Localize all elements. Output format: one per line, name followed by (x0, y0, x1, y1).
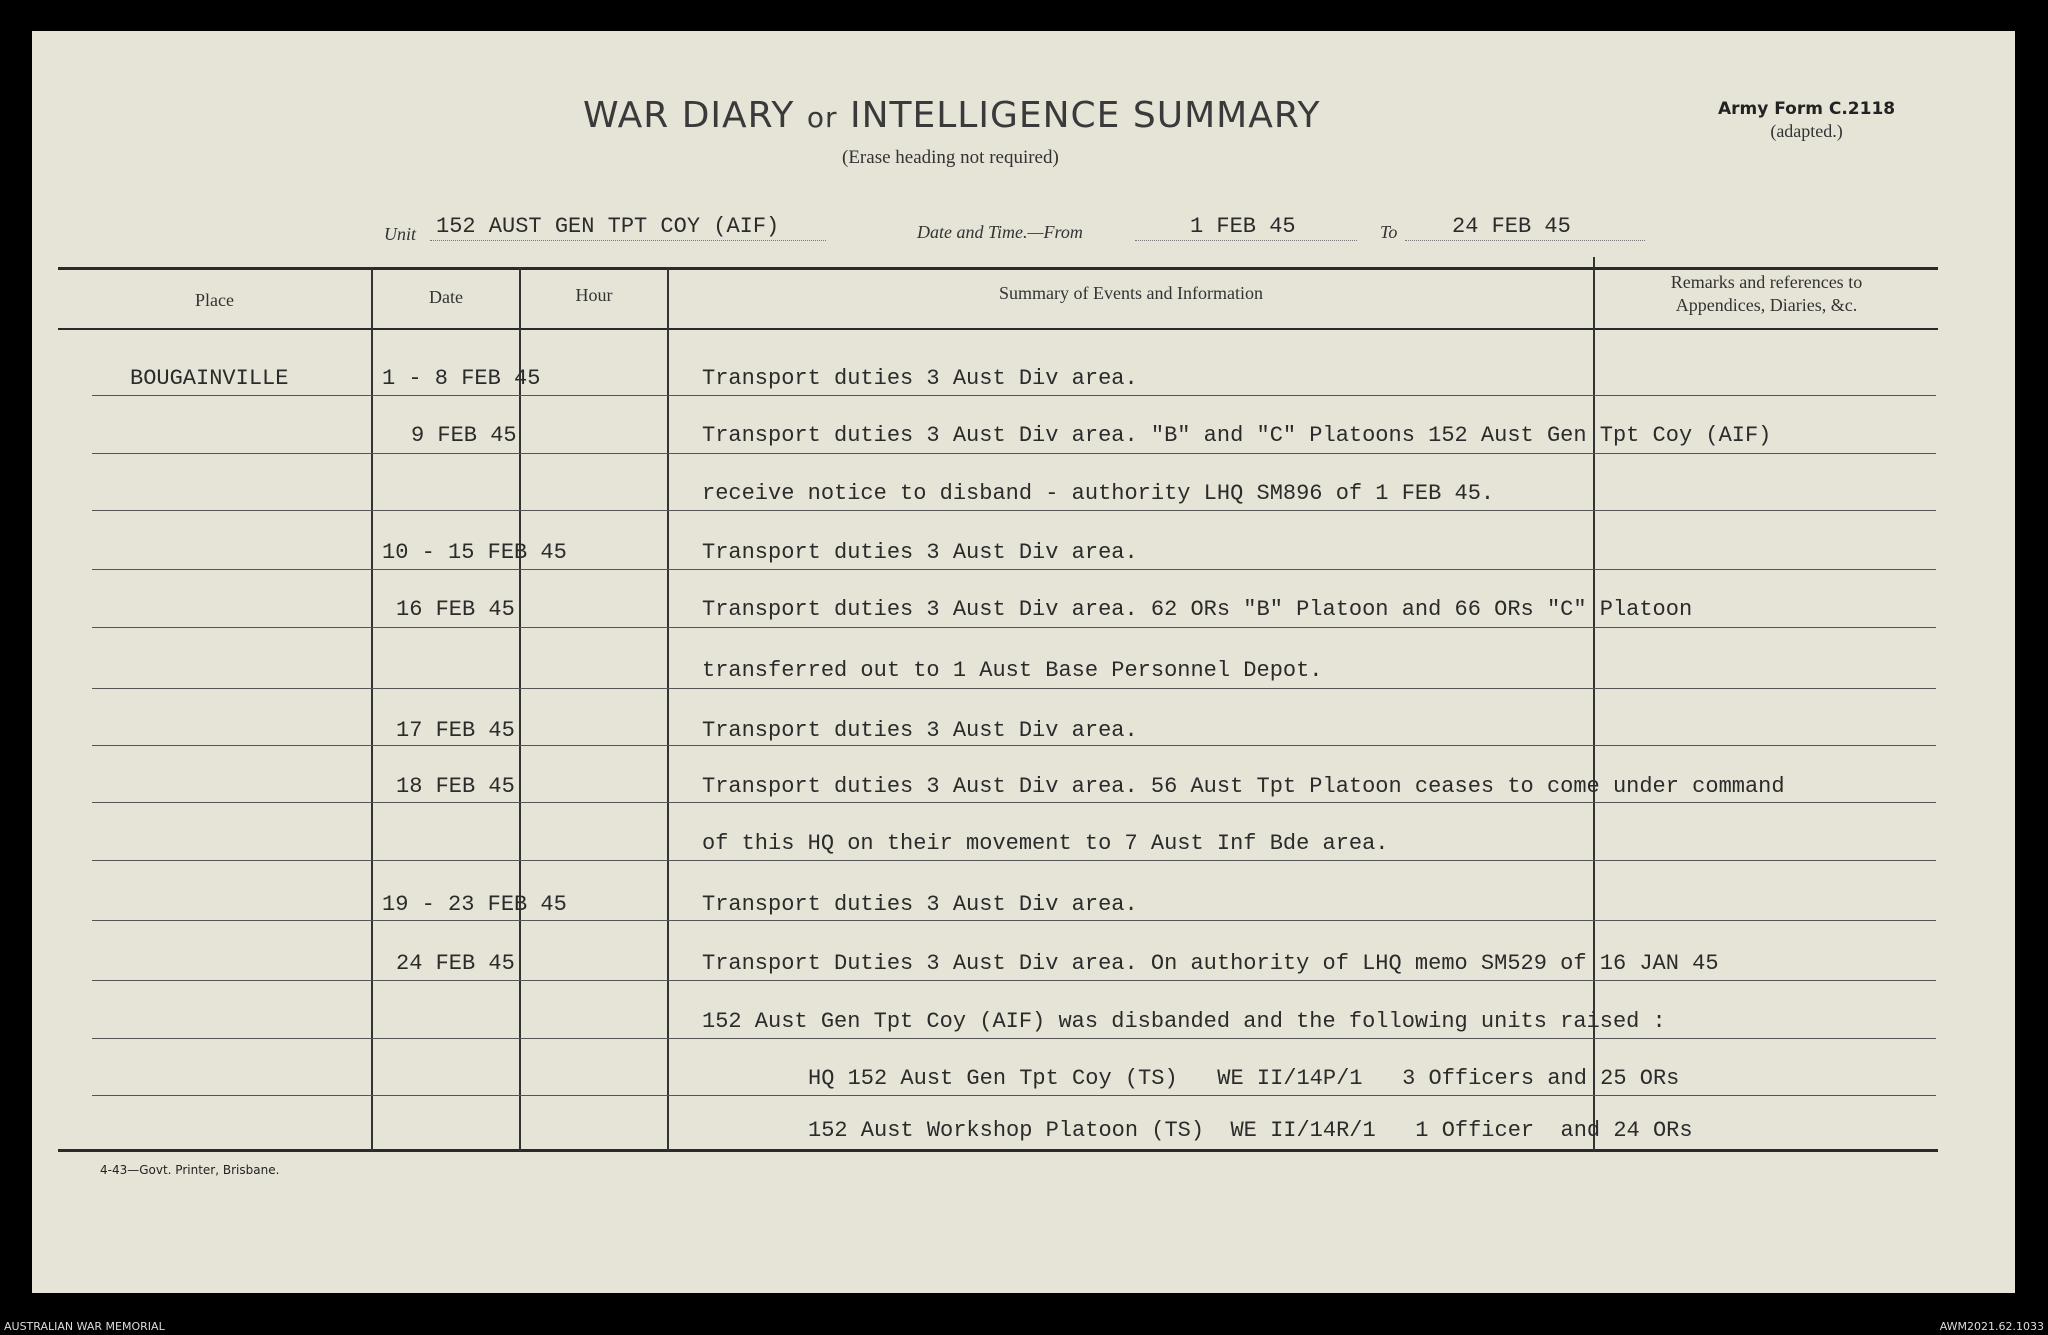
entry-date: 9 FEB 45 (411, 423, 517, 448)
entry-date: 24 FEB 45 (396, 951, 515, 976)
title-or: or (806, 101, 838, 134)
archive-caption-left: AUSTRALIAN WAR MEMORIAL (4, 1320, 165, 1333)
row-rule (92, 1095, 1936, 1096)
from-dotted-line (1135, 240, 1357, 241)
entry-text: Transport duties 3 Aust Div area. (702, 892, 1138, 917)
header-remarks (1595, 271, 1938, 317)
entry-date: 18 FEB 45 (396, 774, 515, 799)
entry-text: Transport duties 3 Aust Div area. (702, 366, 1138, 391)
row-rule (92, 395, 1936, 396)
row-rule (92, 745, 1936, 746)
column-divider-summary (667, 267, 669, 1151)
form-adapted: (adapted.) (1770, 121, 1843, 141)
to-value: 24 FEB 45 (1452, 214, 1571, 239)
unit-label: Unit (384, 224, 417, 244)
unit-dotted-line (430, 240, 826, 241)
entry-text: Transport duties 3 Aust Div area. "B" and "C" Platoons 152 Aust Gen Tpt Coy (AIF) (702, 423, 1772, 448)
header-place: Place (195, 290, 234, 310)
form-title (583, 95, 1321, 136)
table-bottom-border (58, 1149, 1938, 1152)
archive-caption-right: AWM2021.62.1033 (1939, 1320, 2044, 1333)
column-divider-hour (519, 267, 521, 1151)
row-rule (92, 920, 1936, 921)
table-top-border (58, 267, 1938, 270)
entry-text: Transport duties 3 Aust Div area. (702, 718, 1138, 743)
entry-date: 10 - 15 FEB 45 (382, 540, 567, 565)
entry-date: 16 FEB 45 (396, 597, 515, 622)
entry-text: Transport duties 3 Aust Div area. 56 Aust Tpt Platoon ceases to come under command (702, 774, 1785, 799)
row-rule (92, 1038, 1936, 1039)
form-reference (1718, 98, 1895, 142)
date-time-label: Date and Time.—From (917, 222, 1083, 242)
entry-text: HQ 152 Aust Gen Tpt Coy (TS) WE II/14P/1 3 Officers and 25 ORs (808, 1066, 1680, 1091)
form-subtitle: (Erase heading not required) (842, 147, 1059, 168)
form-number: Army Form C.2118 (1718, 99, 1896, 119)
header-date: Date (429, 287, 463, 307)
table-header-border (58, 328, 1938, 330)
header-hour: Hour (575, 285, 613, 305)
entry-date: 1 - 8 FEB 45 (382, 366, 541, 391)
entry-text: transferred out to 1 Aust Base Personnel Depot. (702, 658, 1323, 683)
header-summary: Summary of Events and Information (999, 283, 1263, 303)
header-remarks-line2: Appendices, Diaries, &c. (1675, 295, 1858, 315)
row-rule (92, 980, 1936, 981)
row-rule (92, 802, 1936, 803)
entry-place: BOUGAINVILLE (130, 366, 289, 391)
entry-text: Transport Duties 3 Aust Div area. On authority of LHQ memo SM529 of 16 JAN 45 (702, 951, 1719, 976)
entry-text: 152 Aust Workshop Platoon (TS) WE II/14R/1 1 Officer and 24 ORs (808, 1118, 1693, 1143)
title-war-diary: WAR DIARY (583, 95, 795, 136)
entry-text: 152 Aust Gen Tpt Coy (AIF) was disbanded and the following units raised : (702, 1009, 1666, 1034)
row-rule (92, 510, 1936, 511)
column-divider-date (371, 267, 373, 1151)
title-intelligence-summary: INTELLIGENCE SUMMARY (849, 95, 1321, 136)
entry-text: receive notice to disband - authority LHQ SM896 of 1 FEB 45. (702, 481, 1495, 506)
row-rule (92, 453, 1936, 454)
row-rule (92, 627, 1936, 628)
entry-text: of this HQ on their movement to 7 Aust Inf Bde area. (702, 831, 1389, 856)
unit-value: 152 AUST GEN TPT COY (AIF) (436, 214, 780, 239)
row-rule (92, 860, 1936, 861)
entry-date: 17 FEB 45 (396, 718, 515, 743)
to-label: To (1380, 222, 1398, 242)
entry-text: Transport duties 3 Aust Div area. 62 ORs "B" Platoon and 66 ORs "C" Platoon (702, 597, 1693, 622)
entry-date: 19 - 23 FEB 45 (382, 892, 567, 917)
printer-imprint: 4-43—Govt. Printer, Brisbane. (100, 1163, 280, 1177)
row-rule (92, 688, 1936, 689)
header-remarks-line1: Remarks and references to (1670, 272, 1863, 292)
from-value: 1 FEB 45 (1190, 214, 1296, 239)
row-rule (92, 569, 1936, 570)
to-dotted-line (1405, 240, 1645, 241)
entry-text: Transport duties 3 Aust Div area. (702, 540, 1138, 565)
